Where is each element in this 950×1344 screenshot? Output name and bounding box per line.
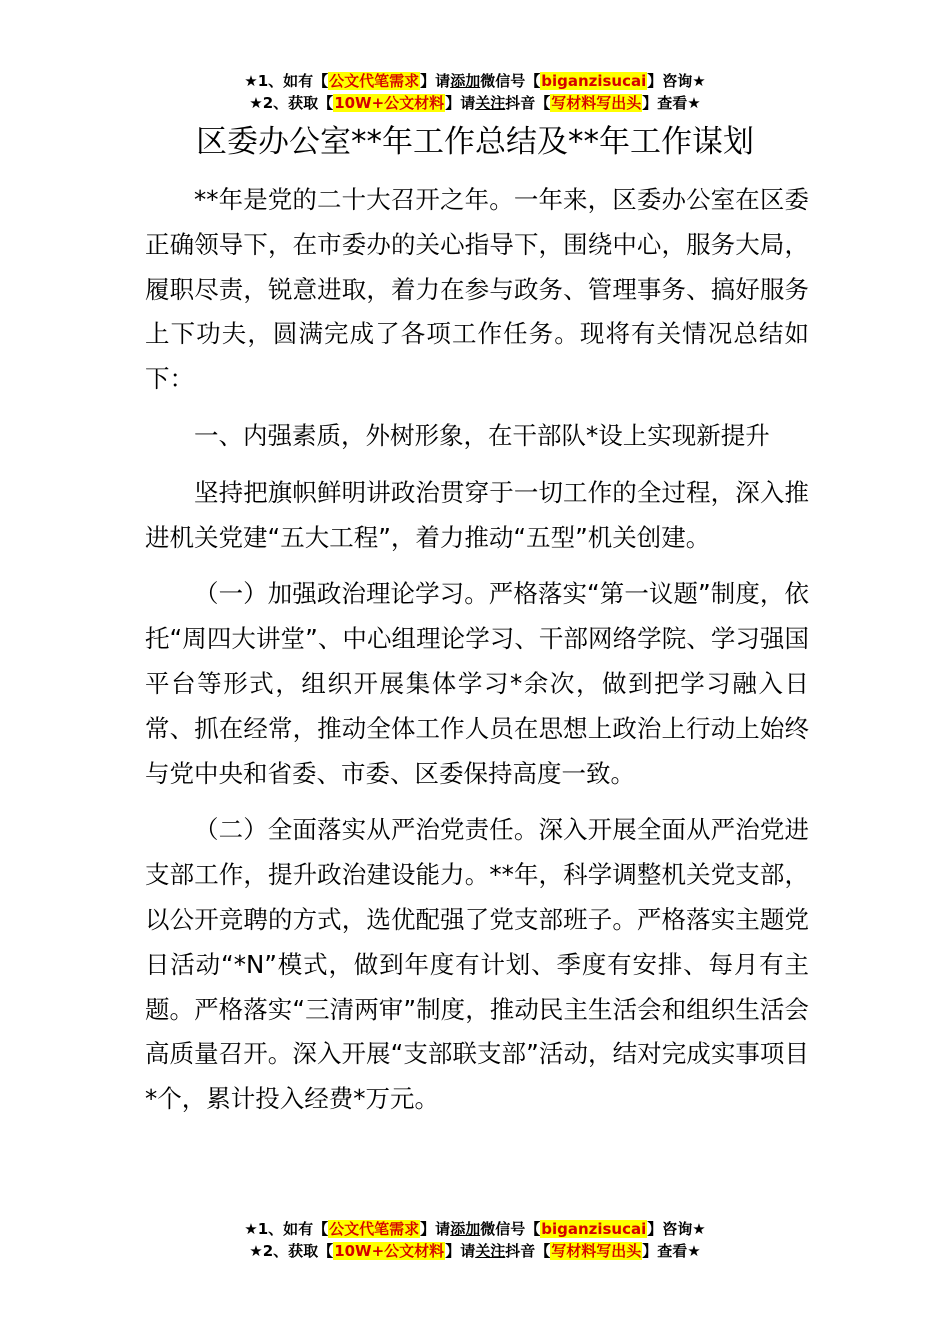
subsection-paragraph-2: （二）全面落实从严治党责任。深入开展全面从严治党进支部工作，提升政治建设能力。**年，科学调整机关党支部，以公开竞聘的方式，选优配强了党支部班子。严格落实主题党日活动“*N”模式，做到年度有计划、季度有安排、每月有主题。严格落实“三清两审”制度，推动民主生活会和组织生活会高质量召开。深入开展“支部联支部”活动，结对完成实事项目*个，累计投入经费*万元。 — [145, 815, 809, 1114]
promo-line-2 — [0, 1240, 950, 1262]
subsection-paragraph-1: （一）加强政治理论学习。严格落实“第一议题”制度，依托“周四大讲堂”、中心组理论学习、干部网络学院、学习强国平台等形式，组织开展集体学习*余次，做到把学习融入日常、抓在经常，推动全体工作人员在思想上政治上行动上始终与党中央和省委、市委、区委保持高度一致。 — [145, 579, 809, 788]
promo-highlight: biganzisucai — [541, 1220, 647, 1238]
promo-text: ★1、如有【 — [244, 72, 329, 90]
promo-line-1 — [0, 70, 950, 92]
promo-line-1 — [0, 1218, 950, 1240]
promo-text: 】请 — [445, 1242, 476, 1260]
promo-highlight: 写材料写出头 — [551, 94, 642, 112]
intro-paragraph: **年是党的二十大召开之年。一年来，区委办公室在区委正确领导下，在市委办的关心指导下，围绕中心，服务大局，履职尽责，锐意进取，着力在参与政务、管理事务、搞好服务上下功夫，圆满完成了各项工作任务。现将有关情况总结如下： — [145, 185, 809, 394]
promo-underline: 关注 — [475, 1242, 506, 1260]
promo-text: 】查看★ — [642, 1242, 701, 1260]
promo-header — [0, 70, 950, 114]
promo-text: ★2、获取【 — [249, 94, 334, 112]
promo-footer — [0, 1218, 950, 1262]
promo-text: 】查看★ — [642, 94, 701, 112]
promo-text: 抖音【 — [505, 94, 551, 112]
promo-text: 】请 — [420, 1220, 451, 1238]
promo-text: 】请 — [445, 94, 476, 112]
promo-text: 微信号【 — [480, 1220, 541, 1238]
promo-highlight: 公文代笔需求 — [329, 72, 420, 90]
section-heading-1: 一、内强素质，外树形象，在干部队*设上实现新提升 — [194, 420, 770, 450]
promo-text: ★2、获取【 — [249, 1242, 334, 1260]
promo-underline: 添加 — [450, 1220, 481, 1238]
promo-underline: 添加 — [450, 72, 481, 90]
section-paragraph: 坚持把旗帜鲜明讲政治贯穿于一切工作的全过程，深入推进机关党建“五大工程”，着力推动“五型”机关创建。 — [145, 477, 809, 552]
promo-highlight: biganzisucai — [541, 72, 647, 90]
document-title: 区委办公室**年工作总结及**年工作谋划 — [196, 124, 754, 160]
promo-underline: 关注 — [475, 94, 506, 112]
promo-highlight: 公文代笔需求 — [329, 1220, 420, 1238]
promo-text: 抖音【 — [505, 1242, 551, 1260]
promo-text: 】咨询★ — [647, 72, 706, 90]
promo-highlight: 10W+公文材料 — [334, 94, 445, 112]
document-body — [145, 178, 809, 1122]
promo-text: ★1、如有【 — [244, 1220, 329, 1238]
promo-text: 】请 — [420, 72, 451, 90]
promo-highlight: 写材料写出头 — [551, 1242, 642, 1260]
promo-line-2 — [0, 92, 950, 114]
promo-highlight: 10W+公文材料 — [334, 1242, 445, 1260]
promo-text: 微信号【 — [480, 72, 541, 90]
promo-text: 】咨询★ — [647, 1220, 706, 1238]
